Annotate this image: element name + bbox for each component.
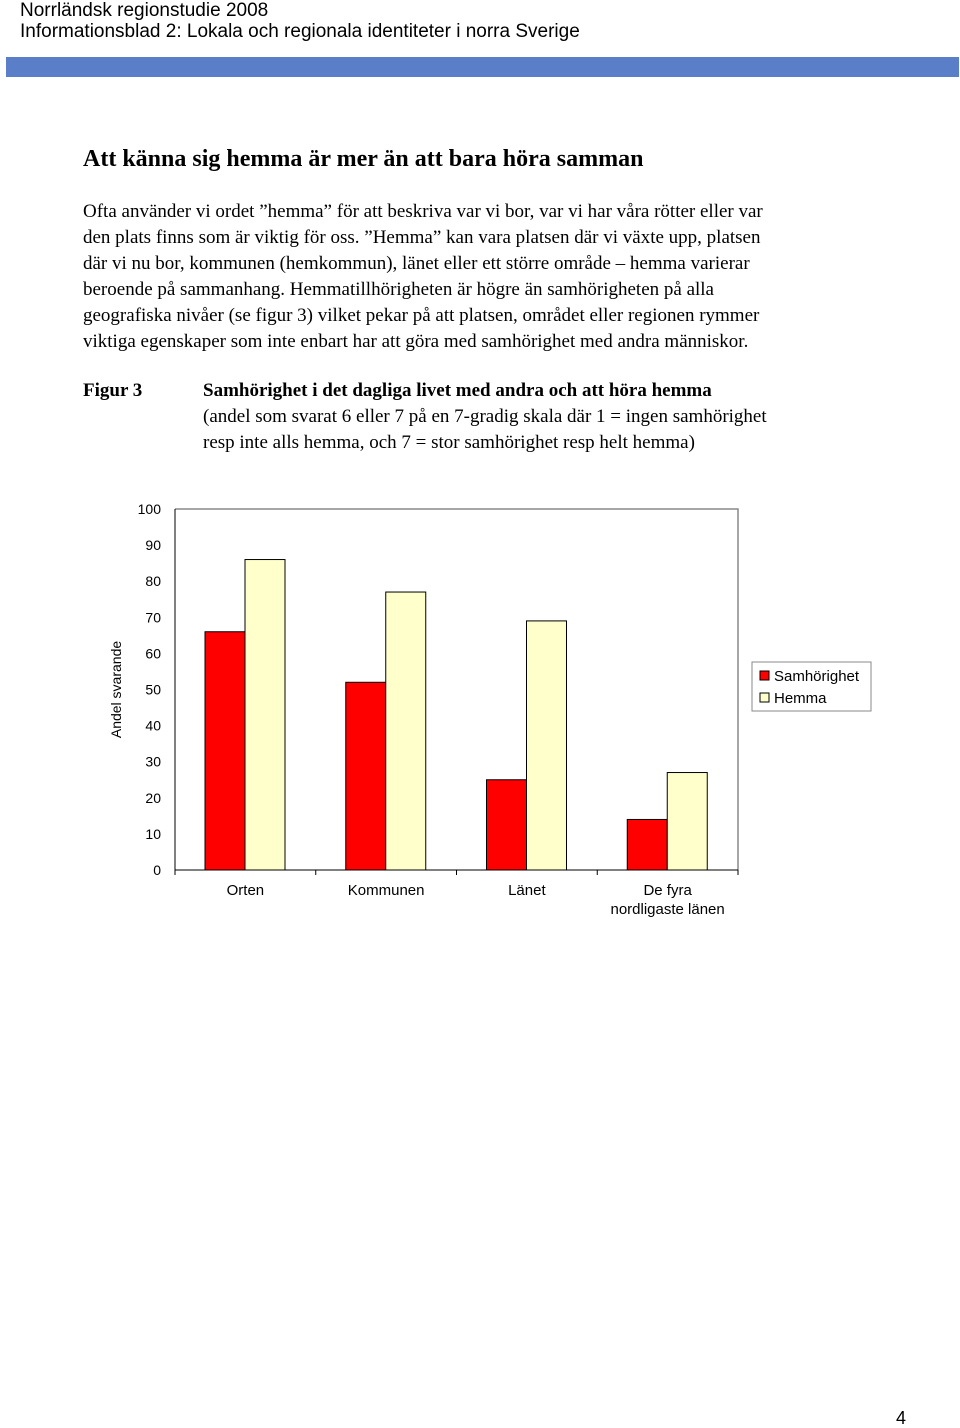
paragraph-line: beroende på sammanhang. Hemmatillhörigheten är högre än samhörigheten på alla <box>83 279 714 300</box>
header-title: Norrländsk regionstudie 2008 <box>20 0 269 21</box>
paragraph-line: där vi nu bor, kommunen (hemkommun), länet eller ett större område – hemma varierar <box>83 253 750 274</box>
y-tick-label: 100 <box>137 501 161 517</box>
y-axis-title: Andel svarande <box>108 640 124 739</box>
page-number: 4 <box>896 1408 907 1428</box>
y-tick-label: 0 <box>153 862 161 878</box>
bar-chart <box>0 490 960 930</box>
bar-hemma <box>527 621 567 870</box>
y-tick-label: 60 <box>145 645 161 662</box>
paragraph-line: Ofta använder vi ordet ”hemma” för att beskriva var vi bor, var vi har våra rötter eller var <box>83 201 763 222</box>
paragraph-line: viktiga egenskaper som inte enbart har att göra med samhörighet med andra människor. <box>83 331 749 352</box>
bar-hemma <box>667 773 707 870</box>
y-tick-label: 10 <box>145 825 161 842</box>
x-category-label: De fyra <box>643 882 692 899</box>
y-tick-label: 80 <box>145 573 161 590</box>
figure-caption-line: (andel som svarat 6 eller 7 på en 7-gradig skala där 1 = ingen samhörighet <box>203 406 767 427</box>
legend-swatch <box>760 693 769 702</box>
y-tick-label: 50 <box>145 681 161 698</box>
paragraph-line: geografiska nivåer (se figur 3) vilket pekar på att platsen, området eller regionen rymmer <box>83 305 760 326</box>
x-category-label: nordligaste länen <box>610 901 725 918</box>
x-category-label: Kommunen <box>347 882 425 899</box>
bar-samhörighet <box>205 632 245 870</box>
bar-samhörighet <box>346 682 386 870</box>
legend-label: Samhörighet <box>774 668 860 685</box>
paragraph-line: den plats finns som är viktig för oss. ”Hemma” kan vara platsen där vi växte upp, platsen <box>83 227 761 248</box>
header-subtitle: Informationsblad 2: Lokala och regionala identiteter i norra Sverige <box>20 21 580 42</box>
y-tick-label: 40 <box>145 717 161 734</box>
x-category-label: Orten <box>226 882 265 899</box>
figure-label: Figur 3 <box>83 380 143 401</box>
y-tick-label: 20 <box>145 789 161 806</box>
bar-hemma <box>245 560 285 870</box>
x-category-label: Länet <box>508 882 546 899</box>
y-tick-label: 90 <box>145 537 161 554</box>
bar-samhörighet <box>487 780 527 870</box>
bar-hemma <box>386 592 426 870</box>
figure-title: Samhörighet i det dagliga livet med andra och att höra hemma <box>203 380 712 401</box>
y-tick-label: 30 <box>145 753 161 770</box>
figure-caption-line: resp inte alls hemma, och 7 = stor samhörighet resp helt hemma) <box>203 432 695 453</box>
y-tick-label: 70 <box>145 609 161 626</box>
legend-swatch <box>760 671 769 680</box>
bar-samhörighet <box>627 819 667 870</box>
header-bar <box>6 57 959 77</box>
section-heading: Att känna sig hemma är mer än att bara höra samman <box>83 146 644 172</box>
legend-label: Hemma <box>774 690 827 707</box>
